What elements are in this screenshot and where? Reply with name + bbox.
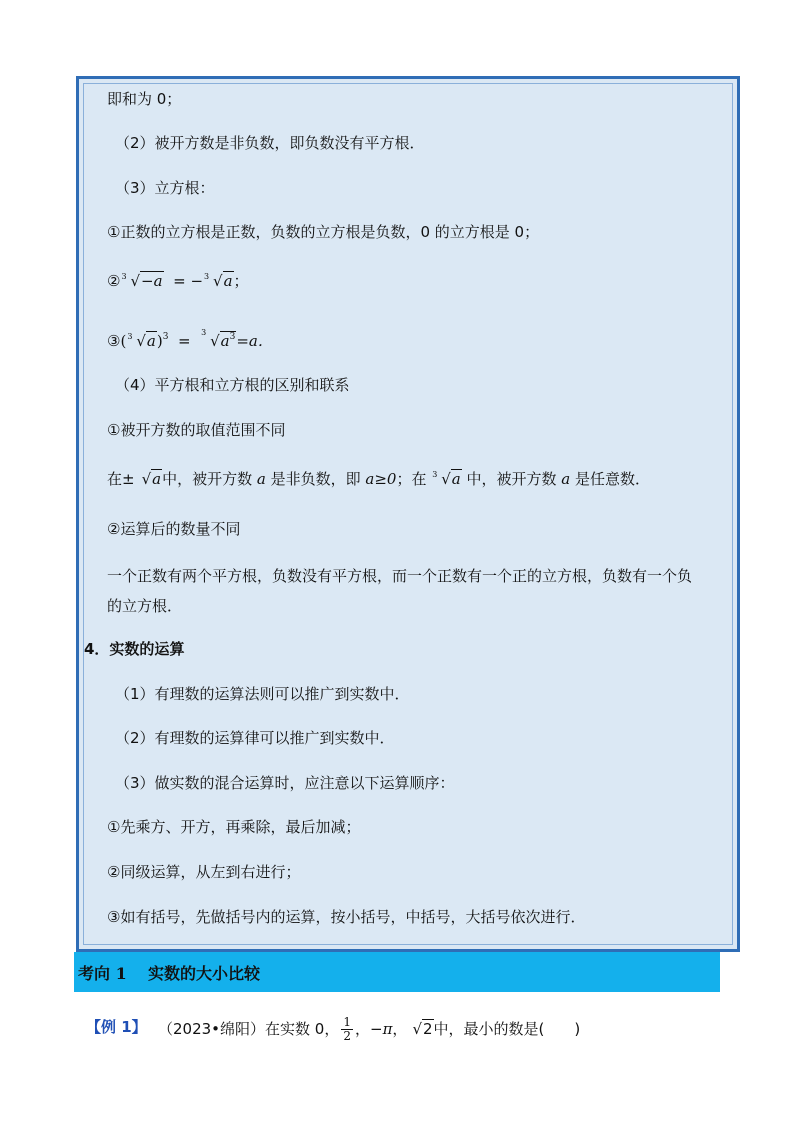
item-marker: ③ xyxy=(107,332,121,350)
root-index: 3 xyxy=(121,272,127,281)
text-segment: ；在 xyxy=(396,470,432,488)
example-text: （2023•绵阳）在实数 0， xyxy=(158,1020,340,1038)
text-segment: 是任意数． xyxy=(570,470,651,488)
topic-banner-label: 考向 1 xyxy=(78,964,127,983)
box-line-4: ①正数的立方根是正数，负数的立方根是负数，0 的立方根是 0； xyxy=(107,223,540,241)
square-root-expression xyxy=(136,469,163,489)
root-index: 3 xyxy=(204,272,210,281)
example-text: ，− xyxy=(354,1020,383,1038)
radical-sign: √ xyxy=(141,470,152,488)
section-4-line-6: ③如有括号，先做括号内的运算，按小括号，中括号，大括号依次进行． xyxy=(107,908,586,926)
box-line-1: 即和为 0； xyxy=(107,90,182,108)
cube-root-expression xyxy=(121,271,163,291)
minus-sign: − xyxy=(190,272,204,290)
text-segment: 是非负数，即 xyxy=(265,470,366,488)
root-index: 3 xyxy=(201,328,207,337)
box-line-3: （3）立方根： xyxy=(115,179,215,197)
text-segment: 在± xyxy=(107,470,135,488)
section-4-line-1: （1）有理数的运算法则可以推广到实数中． xyxy=(115,685,410,703)
example-text: 中，最小的数是( ) xyxy=(433,1020,581,1038)
topic-banner xyxy=(74,952,720,992)
box-line-12: 的立方根． xyxy=(107,597,183,615)
radical-sign: √ xyxy=(213,272,223,290)
box-line-5-formula xyxy=(107,271,249,291)
box-line-10: ②运算后的数量不同 xyxy=(107,520,241,538)
section-4-line-4: ①先乘方、开方，再乘除，最后加减； xyxy=(107,818,361,836)
radicand: a xyxy=(146,332,156,350)
paren-open: ( xyxy=(120,332,127,350)
pi-symbol: π xyxy=(382,1020,393,1038)
result: =a． xyxy=(236,332,273,350)
radicand: a xyxy=(223,272,233,290)
radical-sign: √ xyxy=(130,272,141,290)
paren-close: ) xyxy=(156,332,163,350)
root-index: 3 xyxy=(432,470,438,479)
variable: a xyxy=(561,470,571,488)
section-4-line-5: ②同级运算，从左到右进行； xyxy=(107,863,301,881)
section-4-line-2: （2）有理数的运算律可以推广到实数中． xyxy=(115,729,395,747)
radical-sign: √ xyxy=(210,332,220,350)
radicand-exponent: 3 xyxy=(229,332,236,342)
item-marker: ② xyxy=(107,272,121,290)
square-root-expression xyxy=(408,1019,433,1039)
text-segment: 中，被开方数 xyxy=(162,470,257,488)
text-segment: 中，被开方数 xyxy=(461,470,562,488)
condition: a≥0 xyxy=(365,470,397,488)
exponent: 3 xyxy=(162,332,169,342)
cube-root-expression xyxy=(127,331,157,351)
cube-root-expression-2 xyxy=(201,327,236,351)
topic-banner-title: 实数的大小比较 xyxy=(148,964,261,983)
box-line-7: （4）平方根和立方根的区别和联系 xyxy=(115,376,350,394)
example-question xyxy=(158,1016,580,1043)
fraction-one-half xyxy=(341,1016,353,1043)
cube-root-expression xyxy=(432,469,462,489)
radical-sign: √ xyxy=(136,332,146,350)
root-index: 3 xyxy=(127,332,133,341)
radicand xyxy=(220,331,237,350)
fraction-numerator: 1 xyxy=(343,1015,351,1029)
radicand-base: a xyxy=(220,332,230,350)
box-line-2: （2）被开方数是非负数，即负数没有平方根． xyxy=(115,134,425,152)
section-4-heading: 4．实数的运算 xyxy=(84,640,185,658)
box-line-9 xyxy=(107,469,650,489)
fraction-denominator: 2 xyxy=(343,1029,351,1043)
cube-root-expression-2 xyxy=(204,271,234,291)
example-text: ， xyxy=(392,1020,408,1038)
equals-sign: = xyxy=(173,272,186,290)
variable: a xyxy=(256,470,266,488)
radicand: −a xyxy=(141,272,163,290)
radical-sign: √ xyxy=(441,470,451,488)
knowledge-box-inner-border xyxy=(83,83,733,945)
radical-sign: √ xyxy=(412,1020,422,1038)
radicand: a xyxy=(152,470,162,488)
box-line-8: ①被开方数的取值范围不同 xyxy=(107,421,286,439)
radicand: 2 xyxy=(423,1020,433,1038)
radicand: a xyxy=(451,470,461,488)
example-tag: 【例 1】 xyxy=(86,1018,147,1036)
box-line-11: 一个正数有两个平方根，负数没有平方根，而一个正数有一个正的立方根，负数有一个负 xyxy=(107,567,693,585)
punctuation: ； xyxy=(233,272,249,290)
section-4-line-3: （3）做实数的混合运算时，应注意以下运算顺序： xyxy=(115,774,455,792)
box-line-6-formula xyxy=(107,327,273,351)
equals-sign: = xyxy=(177,332,191,350)
